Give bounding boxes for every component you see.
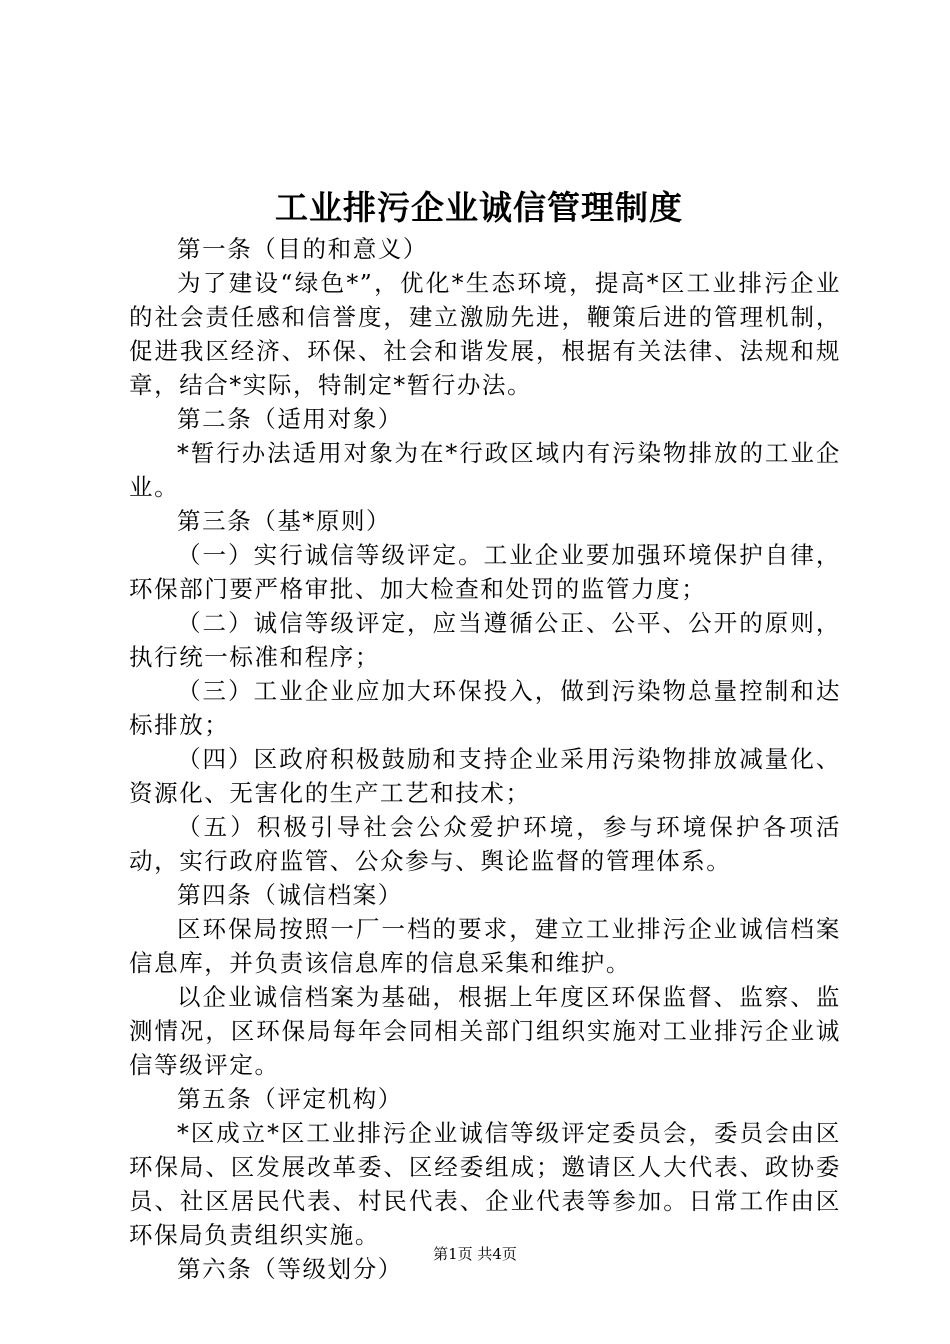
paragraph: 为了建设“绿色*”，优化*生态环境，提高*区工业排污企业的社会责任感和信誉度，建立激励先进，鞭策后进的管理机制，促进我区经济、环保、社会和谐发展，根据有关法律、法规和规章，结合*实际，特制定*暂行办法。: [129, 269, 841, 399]
page-footer: 第1页 共4页: [433, 1245, 517, 1263]
paragraph: *区成立*区工业排污企业诚信等级评定委员会，委员会由区环保局、区发展改革委、区经委组成；邀请区人大代表、政协委员、社区居民代表、村民代表、企业代表等参加。日常工作由区环保局负责组织实施。: [129, 1119, 841, 1249]
article-heading: 第六条（等级划分）: [177, 1255, 403, 1283]
article-heading: 第四条（诚信档案）: [177, 881, 403, 909]
article-heading: 第一条（目的和意义）: [177, 235, 428, 263]
paragraph: *暂行办法适用对象为在*行政区域内有污染物排放的工业企业。: [129, 439, 841, 501]
document-title: 工业排污企业诚信管理制度: [275, 188, 683, 227]
paragraph: （三）工业企业应加大环保投入，做到污染物总量控制和达标排放；: [129, 677, 841, 739]
document-body: [129, 232, 841, 1286]
paragraph: 以企业诚信档案为基础，根据上年度区环保监督、监察、监测情况，区环保局每年会同相关部门组织实施对工业排污企业诚信等级评定。: [129, 983, 841, 1079]
paragraph: 区环保局按照一厂一档的要求，建立工业排污企业诚信档案信息库，并负责该信息库的信息采集和维护。: [129, 915, 841, 977]
paragraph: （一）实行诚信等级评定。工业企业要加强环境保护自律，环保部门要严格审批、加大检查和处罚的监管力度；: [129, 541, 841, 603]
article-heading: 第五条（评定机构）: [177, 1085, 403, 1113]
paragraph: （五）积极引导社会公众爱护环境，参与环境保护各项活动，实行政府监管、公众参与、舆论监督的管理体系。: [129, 813, 841, 875]
article-heading: 第二条（适用对象）: [177, 405, 403, 433]
paragraph: （四）区政府积极鼓励和支持企业采用污染物排放减量化、资源化、无害化的生产工艺和技术；: [129, 745, 841, 807]
paragraph: （二）诚信等级评定，应当遵循公正、公平、公开的原则，执行统一标准和程序；: [129, 609, 841, 671]
article-heading: 第三条（基*原则）: [177, 507, 392, 535]
